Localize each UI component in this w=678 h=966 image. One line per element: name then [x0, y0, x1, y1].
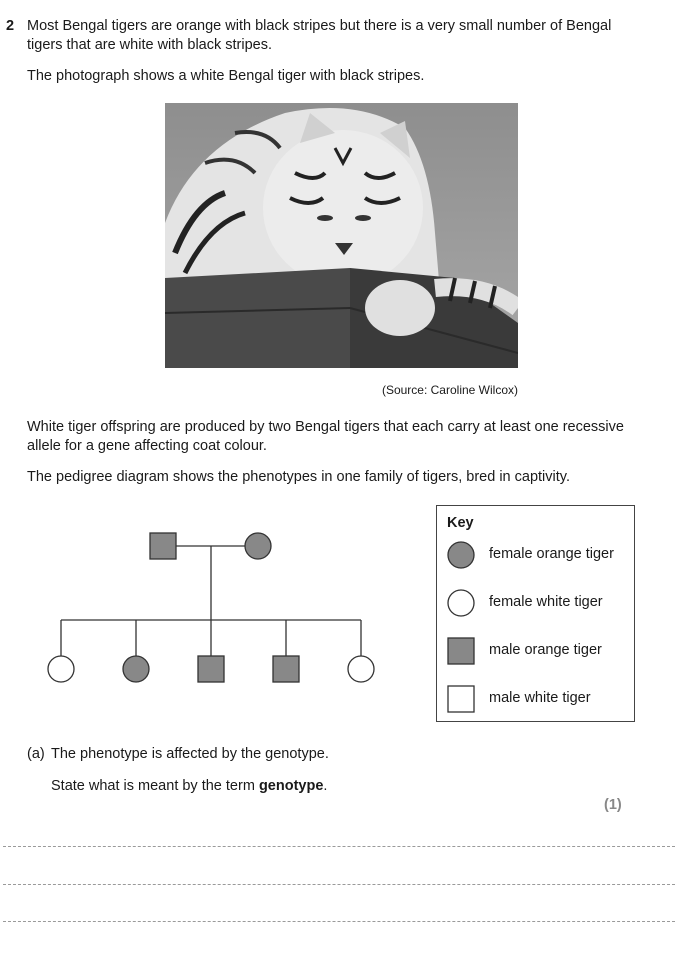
offspring-4-male-orange-square [273, 656, 299, 682]
part-a-statement [27, 745, 329, 764]
term-genotype: genotype [258, 778, 324, 794]
answer-line-2[interactable] [3, 884, 675, 885]
key-item-male-orange [447, 637, 627, 665]
answer-line-1[interactable] [3, 846, 675, 847]
key-label-male-orange: male orange tiger [489, 642, 602, 658]
key-item-female-orange [447, 541, 627, 569]
parent-female-orange-circle [245, 533, 271, 559]
tiger-photograph [165, 103, 518, 368]
male-white-symbol [447, 685, 475, 713]
key-label-female-white: female white tiger [489, 594, 603, 610]
photo-source: (Source: Caroline Wilcox) [381, 383, 518, 397]
offspring-1-female-white-circle [48, 656, 74, 682]
part-a-instruction [51, 777, 327, 796]
pedigree-key [436, 505, 635, 722]
part-a-label: (a) [27, 746, 45, 762]
offspring-3-male-orange-square [198, 656, 224, 682]
male-orange-symbol [447, 637, 475, 665]
pedigree-description: The pedigree diagram shows the phenotypes in one family of tigers, bred in captivity. [27, 469, 570, 485]
pedigree-diagram [40, 520, 385, 701]
female-white-symbol [447, 589, 475, 617]
offspring-2-female-orange-circle [123, 656, 149, 682]
answer-line-3[interactable] [3, 921, 675, 922]
key-item-female-white [447, 589, 627, 617]
offspring-paragraph: White tiger offspring are produced by two Bengal tigers that each carry at least one recessive allele for a gene affecting coat colour. [27, 419, 624, 454]
parent-male-orange-square [150, 533, 176, 559]
instruction-end: . [323, 778, 328, 794]
offspring-5-female-white-circle [348, 656, 374, 682]
key-label-female-orange: female orange tiger [489, 546, 614, 562]
question-number: 2 [6, 18, 15, 34]
key-title: Key [447, 515, 474, 531]
female-orange-symbol [447, 541, 475, 569]
marks-indicator: (1) [604, 797, 622, 813]
intro-paragraph: Most Bengal tigers are orange with black stripes but there is a very small number of Bengal tigers that are white with black stripes. [27, 18, 612, 53]
photo-description: The photograph shows a white Bengal tiger with black stripes. [27, 68, 425, 84]
key-label-male-white: male white tiger [489, 690, 591, 706]
tiger-photo-illustration [165, 103, 518, 368]
instruction-text: State what is meant by the term [51, 778, 259, 794]
part-a-text: The phenotype is affected by the genotype. [51, 746, 329, 762]
key-item-male-white [447, 685, 627, 713]
